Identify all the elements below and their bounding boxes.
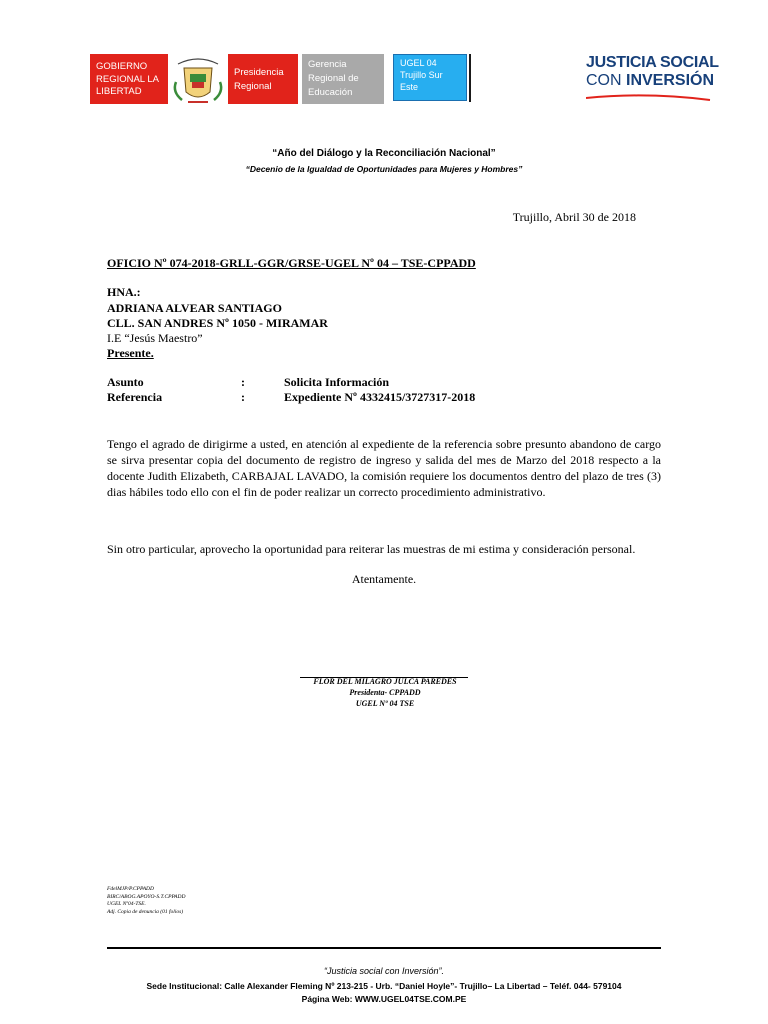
referencia-label: Referencia xyxy=(107,390,163,404)
recipient-title: HNA.: xyxy=(107,285,141,299)
reference-line: UGEL Nº04-TSE. xyxy=(107,901,146,907)
referencia-value: Expediente Nº 4332415/3727317-2018 xyxy=(284,390,476,404)
motto-decade: “Decenio de la Igualdad de Oportunidades para Mujeres y Hombres” xyxy=(245,164,523,174)
reference-line: Adj. Copia de denuncia (01 folios) xyxy=(107,908,184,915)
header-block-gobierno-line: REGIONAL LA xyxy=(96,74,160,85)
recipient-presente: Presente. xyxy=(107,346,154,360)
reference-initials xyxy=(107,886,185,916)
signature-office: UGEL Nº 04 TSE xyxy=(355,699,415,708)
header-block-gerencia xyxy=(302,54,384,104)
recipient-name: ADRIANA ALVEAR SANTIAGO xyxy=(107,301,282,315)
letter-date: Trujillo, Abril 30 de 2018 xyxy=(512,210,636,224)
recipient-address: CLL. SAN ANDRES Nº 1050 - MIRAMAR xyxy=(107,316,328,330)
asunto-value: Solicita Información xyxy=(284,375,389,389)
signature-name: FLOR DEL MILAGRO JULCA PAREDES xyxy=(313,677,457,686)
footer-slogan: “Justicia social con Inversión”. xyxy=(323,966,445,976)
header-block-ugel-line: Este xyxy=(400,82,419,92)
referencia-separator: : xyxy=(241,390,245,404)
header-block-ugel-line: Trujillo Sur xyxy=(400,70,443,80)
brand-logo xyxy=(586,54,719,90)
header-block-gobierno xyxy=(90,54,168,104)
header-block-ugel xyxy=(393,54,467,101)
footer-website: Página Web: WWW.UGEL04TSE.COM.PE xyxy=(301,994,467,1004)
header-block-gerencia-line: Gerencia xyxy=(308,59,347,70)
brand-line-1: JUSTICIA SOCIAL xyxy=(586,54,719,71)
reference-line: FdelMJP/P.CPPADD xyxy=(107,886,154,892)
regional-seal-icon xyxy=(170,52,226,108)
body-paragraph-2: Sin otro particular, aprovecho la oportunidad para reiterar las muestras de mi estima y consideración personal. xyxy=(107,542,636,556)
signature-role: Presidenta- CPPADD xyxy=(349,688,421,697)
brand-line-2 xyxy=(586,72,719,90)
brand-line-2b: INVERSIÓN xyxy=(626,72,715,89)
header-block-gerencia-line: Regional de xyxy=(308,73,359,84)
footer-address: Sede Institucional: Calle Alexander Fleming Nº 213-215 - Urb. “Daniel Hoyle”- Trujillo– La Libertad – Teléf. 044- 579104 xyxy=(146,981,622,991)
motto-year: “Año del Diálogo y la Reconciliación Nacional” xyxy=(272,148,496,159)
header-block-gobierno-line: LIBERTAD xyxy=(96,86,142,97)
asunto-separator: : xyxy=(241,375,245,389)
brand-swoosh-icon xyxy=(586,92,712,104)
reference-line: BIRC/ABOG.APOYO-S.T.CPPADD xyxy=(107,893,186,900)
header-block-gobierno-line: GOBIERNO xyxy=(96,61,148,72)
brand-line-2a: CON xyxy=(586,72,626,89)
header-block-presidencia-line: Presidencia xyxy=(234,67,284,78)
header-block-ugel-line: UGEL 04 xyxy=(400,58,437,68)
asunto-label: Asunto xyxy=(107,375,144,389)
header-divider xyxy=(469,54,471,102)
asunto-row xyxy=(107,375,389,390)
footer-divider xyxy=(107,947,661,949)
header-block-presidencia-line: Regional xyxy=(234,81,272,92)
body-paragraph-1: Tengo el agrado de dirigirme a usted, en atención al expediente de la referencia sobre presunto abandono de cargo se sirva presentar copia del documento de registro de ingreso y salida del mes de Marzo del 2018 respecto a la docente Judith Elizabeth, CARBAJAL LAVADO, la comisión requiere los documentos dentro del plazo de tres (3) dias hábiles todo ello con el fin de poder realizar un correcto procedimiento administrativo. xyxy=(107,437,661,499)
header-block-presidencia xyxy=(228,54,298,104)
referencia-row xyxy=(107,390,475,405)
recipient-institution: I.E “Jesús Maestro” xyxy=(107,331,203,345)
oficio-number: OFICIO Nº 074-2018-GRLL-GGR/GRSE-UGEL Nº 04 – TSE-CPPADD xyxy=(107,256,476,270)
closing-text: Atentamente. xyxy=(351,572,417,586)
header-block-gerencia-line: Educación xyxy=(308,87,353,98)
